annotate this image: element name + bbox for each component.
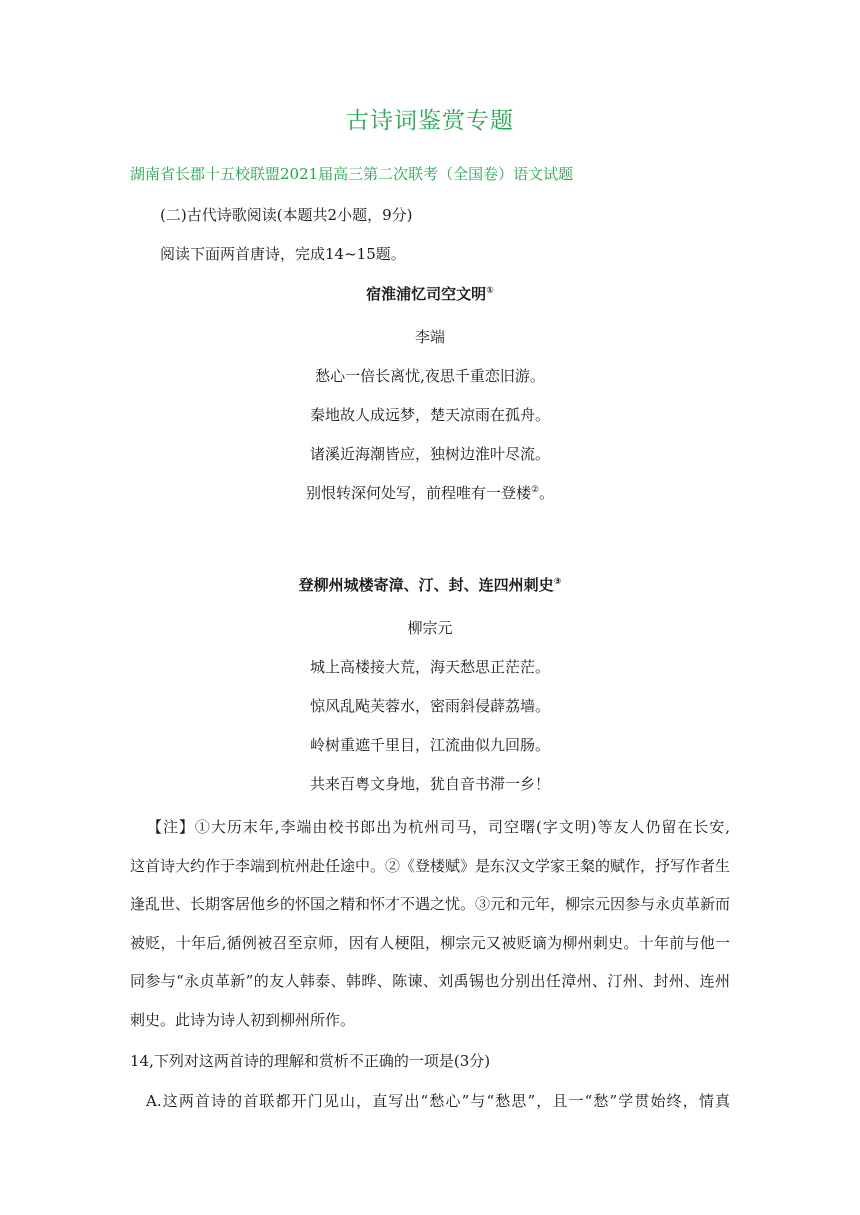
poem2-title-text: 登柳州城楼寄漳、汀、封、连四州刺史 [298,576,554,594]
poem2-line: 城上高楼接大荒，海天愁思正茫茫。 [309,658,550,676]
poem1-footnote-mark: ② [530,485,540,495]
note-line: 逢乱世、长期客居他乡的怀国之精和怀才不遇之忧。③元和元年，柳宗元因参与永贞革新而 [130,895,731,913]
poem1-line: 愁心一倍长离忧,夜思千重恋旧游。 [315,367,545,385]
question-14-stem: 14,下列对这两首诗的理解和赏析不正确的一项是(3分) [130,1052,491,1070]
section-heading: (二)古代诗歌阅读(本题共2小题，9分) [160,206,413,224]
reading-instruction: 阅读下面两首唐诗，完成14~15题。 [160,245,406,263]
exam-source-line: 湖南省长郡十五校联盟2021届高三第二次联考（全国卷）语文试题 [130,165,574,183]
poem1-title [0,284,860,304]
poem1-author: 李端 [414,328,445,346]
document-title: 古诗词鉴赏专题 [346,108,514,134]
question-14-option-a: A.这两首诗的首联都开门见山，直写出“愁心”与“愁思”，且一“愁”学贯始终，情真 [146,1092,730,1110]
poem1-line-end: 。 [539,484,555,502]
poem1-line: 诸溪近海潮皆应，独树边淮叶尽流。 [309,445,550,463]
poem2-title [0,575,860,595]
poem2-line: 惊风乱飐芙蓉水，密雨斜侵薜荔墙。 [309,697,550,715]
poem1-title-footnote-mark: ① [486,286,494,296]
poem1-line: 秦地故人成远梦，楚天凉雨在孤舟。 [309,406,550,424]
poem2-line: 共来百粤文身地，犹自音书滞一乡！ [309,775,550,793]
note-line: 刺史。此诗为诗人初到柳州所作。 [130,1010,356,1029]
poem2-title-footnote-mark: ③ [553,577,562,587]
note-line: 被贬，十年后,循例被召至京师，因有人梗阻，柳宗元又被贬谪为柳州刺史。十年前与他一 [130,933,730,952]
note-line: 同参与“永贞革新”的友人韩泰、韩晔、陈谏、刘禹锡也分别出任漳州、汀州、封州、连州 [130,972,730,990]
poem2-author: 柳宗元 [407,619,453,637]
note-line: 这首诗大约作于李端到杭州赴任途中。②《登楼赋》是东汉文学家王粲的赋作，抒写作者生 [130,856,731,875]
notes-block [130,808,730,1039]
note-line: 【注】①大历末年,李端由校书郎出为杭州司马，司空曙(字文明)等友人仍留在长安, [147,818,730,836]
poem1-line-text: 别恨转深何处写，前程唯有一登楼 [305,484,531,502]
poem1-title-text: 宿淮浦忆司空文明 [366,285,487,303]
poem2-line: 岭树重遮千里目，江流曲似九回肠。 [309,736,550,754]
poem1-last-line [0,483,860,503]
